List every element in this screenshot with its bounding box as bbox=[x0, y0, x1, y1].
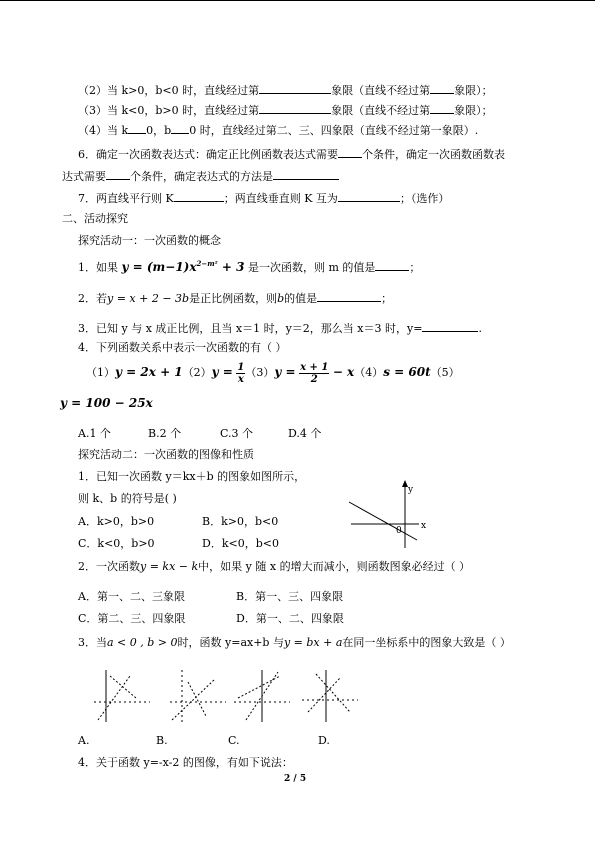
text: 时，函数 y=ax+b 与 bbox=[177, 636, 284, 649]
problem-3 bbox=[78, 636, 511, 650]
text: 1．如果 bbox=[78, 261, 118, 274]
answer-blank[interactable] bbox=[375, 259, 409, 271]
answer-blank[interactable] bbox=[317, 290, 381, 302]
condition-line-3 bbox=[78, 102, 493, 118]
item-6-line-2 bbox=[62, 168, 339, 184]
text: （2）当 k>0，b<0 时，直线经过第 bbox=[78, 84, 260, 97]
graph-label-c[interactable]: C. bbox=[228, 734, 240, 747]
activity-1-heading: 探究活动一：一次函数的概念 bbox=[78, 234, 221, 247]
math-exponent: 2−m² bbox=[196, 259, 218, 268]
text: ；两直线垂直则 K 互为 bbox=[223, 192, 338, 205]
origin-label: 0 bbox=[396, 526, 402, 536]
x-label: x bbox=[421, 521, 427, 531]
answer-blank[interactable] bbox=[171, 122, 189, 134]
text: 个条件，确定表达式的方法是 bbox=[130, 170, 273, 183]
answer-blank[interactable] bbox=[259, 102, 331, 114]
text: 0 时，直线经过第二、三、四象限（直线不经过第一象限）. bbox=[189, 124, 479, 137]
question-3 bbox=[78, 320, 482, 336]
question-4-choices bbox=[78, 427, 321, 441]
problem-1-line-2: 则 k、b 的符号是( ) bbox=[78, 492, 177, 505]
option-label: （2） bbox=[182, 366, 212, 379]
math-expression: a < 0 , b > 0 bbox=[107, 636, 178, 649]
text: ；（选作） bbox=[399, 192, 450, 205]
text: 个条件，确定一次函数函数表 bbox=[362, 148, 505, 161]
choice-a[interactable]: A.1 个 bbox=[78, 427, 111, 440]
math-expression: − x bbox=[332, 365, 355, 379]
graph-option-c bbox=[232, 668, 294, 724]
math-expression: y = 2x + 1 bbox=[115, 365, 183, 379]
section-heading: 二、活动探究 bbox=[62, 212, 128, 225]
fraction bbox=[299, 362, 329, 385]
text: 7．两直线平行则 K bbox=[78, 192, 174, 205]
text: ； bbox=[381, 292, 393, 305]
function-line bbox=[349, 502, 417, 540]
answer-blank[interactable] bbox=[422, 320, 478, 332]
text: 达式需要 bbox=[62, 170, 106, 183]
text: 象限）； bbox=[454, 104, 493, 117]
math-expression: y = x + 2 − 3b bbox=[107, 292, 190, 305]
numerator: x + 1 bbox=[300, 361, 329, 373]
line-1 bbox=[316, 674, 350, 712]
math-expression: y = bbox=[274, 365, 296, 379]
text: 中，如果 y 随 x 的增大而减小，则函数图象必经过（ ） bbox=[198, 560, 471, 573]
math-expression bbox=[122, 260, 245, 274]
answer-blank[interactable] bbox=[430, 102, 454, 114]
question-4-options bbox=[86, 360, 460, 385]
problem-2-choice-a[interactable]: A．第一、二、三象限 bbox=[78, 590, 185, 603]
text: 的值是 bbox=[284, 292, 318, 305]
text: . bbox=[478, 322, 482, 335]
page-number: 2 / 5 bbox=[284, 774, 307, 784]
math-expression: y = bx + a bbox=[283, 636, 343, 649]
text: 是一次函数，则 m 的值是 bbox=[247, 261, 376, 274]
page-top-rule bbox=[0, 0, 595, 1]
text: 是正比例函数，则 bbox=[189, 292, 278, 305]
math-expression: s = 60t bbox=[383, 365, 431, 379]
problem-1-graph bbox=[345, 478, 435, 550]
answer-blank[interactable] bbox=[174, 190, 224, 202]
text: 2．一次函数 bbox=[78, 560, 140, 573]
option-label: （4） bbox=[354, 366, 384, 379]
line-1 bbox=[172, 680, 214, 720]
graph-option-a bbox=[92, 668, 154, 724]
choice-c[interactable]: C.3 个 bbox=[220, 427, 254, 440]
text: 3．当 bbox=[78, 636, 107, 649]
graph-label-a[interactable]: A. bbox=[78, 734, 90, 747]
answer-blank[interactable] bbox=[430, 82, 454, 94]
numerator: 1 bbox=[237, 361, 245, 373]
text: 在同一坐标系中的图象大致是（ ） bbox=[342, 636, 511, 649]
problem-1-choice-b[interactable]: B．k>0，b<0 bbox=[202, 515, 279, 528]
answer-blank[interactable] bbox=[128, 122, 146, 134]
problem-2-choice-b[interactable]: B．第一、三、四象限 bbox=[236, 590, 344, 603]
text: 象限（直线不经过第 bbox=[331, 104, 431, 117]
problem-1-choice-d[interactable]: D．k<0，b<0 bbox=[202, 537, 279, 550]
option-label: （3） bbox=[245, 366, 275, 379]
graph-option-d bbox=[300, 668, 362, 724]
answer-blank[interactable] bbox=[273, 168, 339, 180]
problem-2-choice-c[interactable]: C．第二、三、四象限 bbox=[78, 612, 186, 625]
denominator: x bbox=[237, 373, 244, 385]
math-text: y = (m−1)x bbox=[121, 260, 197, 274]
text: 3．已知 y 与 x 成正比例，且当 x＝1 时，y＝2，那么当 x＝3 时，y= bbox=[78, 322, 423, 335]
line-2 bbox=[188, 682, 206, 716]
choice-b[interactable]: B.2 个 bbox=[148, 427, 182, 440]
denominator: 2 bbox=[310, 373, 318, 385]
text: （3）当 k<0，b>0 时，直线经过第 bbox=[78, 104, 260, 117]
text: 0，b bbox=[146, 124, 172, 137]
answer-blank[interactable] bbox=[106, 168, 130, 180]
y-label: y bbox=[408, 485, 414, 495]
math-text: + 3 bbox=[217, 260, 245, 274]
activity-2-heading: 探究活动二：一次函数的图像和性质 bbox=[78, 448, 254, 461]
math-expression: y = bbox=[211, 365, 233, 379]
item-6-line-1 bbox=[78, 146, 505, 162]
answer-blank[interactable] bbox=[338, 190, 400, 202]
question-1 bbox=[78, 255, 420, 277]
option-label: （5） bbox=[430, 366, 460, 379]
graph-label-b[interactable]: B. bbox=[156, 734, 168, 747]
math-expression: y = kx − k bbox=[140, 560, 199, 573]
problem-1-choice-a[interactable]: A．k>0，b>0 bbox=[78, 515, 155, 528]
line-2 bbox=[110, 676, 136, 698]
answer-blank[interactable] bbox=[338, 146, 362, 158]
fraction bbox=[236, 362, 245, 385]
item-7-line bbox=[78, 190, 449, 206]
option-label: （1） bbox=[86, 366, 115, 379]
math-expression: y = 100 − 25x bbox=[60, 396, 153, 410]
text: （4）当 k bbox=[78, 124, 129, 137]
graph-label-d[interactable]: D. bbox=[318, 734, 330, 747]
text: ； bbox=[409, 261, 421, 274]
problem-2 bbox=[78, 560, 470, 574]
graph-option-b bbox=[168, 668, 230, 724]
problem-1-line-1: 1．已知一次函数 y＝kx＋b 的图象如图所示， bbox=[78, 470, 306, 483]
answer-blank[interactable] bbox=[259, 82, 331, 94]
problem-4: 4．关于函数 y=-x-2 的图像，有如下说法： bbox=[78, 756, 293, 769]
problem-1-choice-c[interactable]: C．k<0，b>0 bbox=[78, 537, 155, 550]
condition-line-2 bbox=[78, 82, 493, 98]
question-4: 4．下列函数关系中表示一次函数的有（ ） bbox=[78, 341, 287, 354]
text: 6．确定一次函数表达式：确定正比例函数表达式需要 bbox=[78, 148, 338, 161]
text: 象限）； bbox=[454, 84, 493, 97]
choice-d[interactable]: D.4 个 bbox=[288, 427, 322, 440]
text: 2．若 bbox=[78, 292, 107, 305]
problem-2-choice-d[interactable]: D．第一、二、四象限 bbox=[236, 612, 344, 625]
condition-line-4 bbox=[78, 122, 478, 138]
text: 象限（直线不经过第 bbox=[331, 84, 431, 97]
question-2 bbox=[78, 290, 392, 306]
line-1 bbox=[98, 676, 130, 720]
math-variable: b bbox=[277, 292, 285, 305]
